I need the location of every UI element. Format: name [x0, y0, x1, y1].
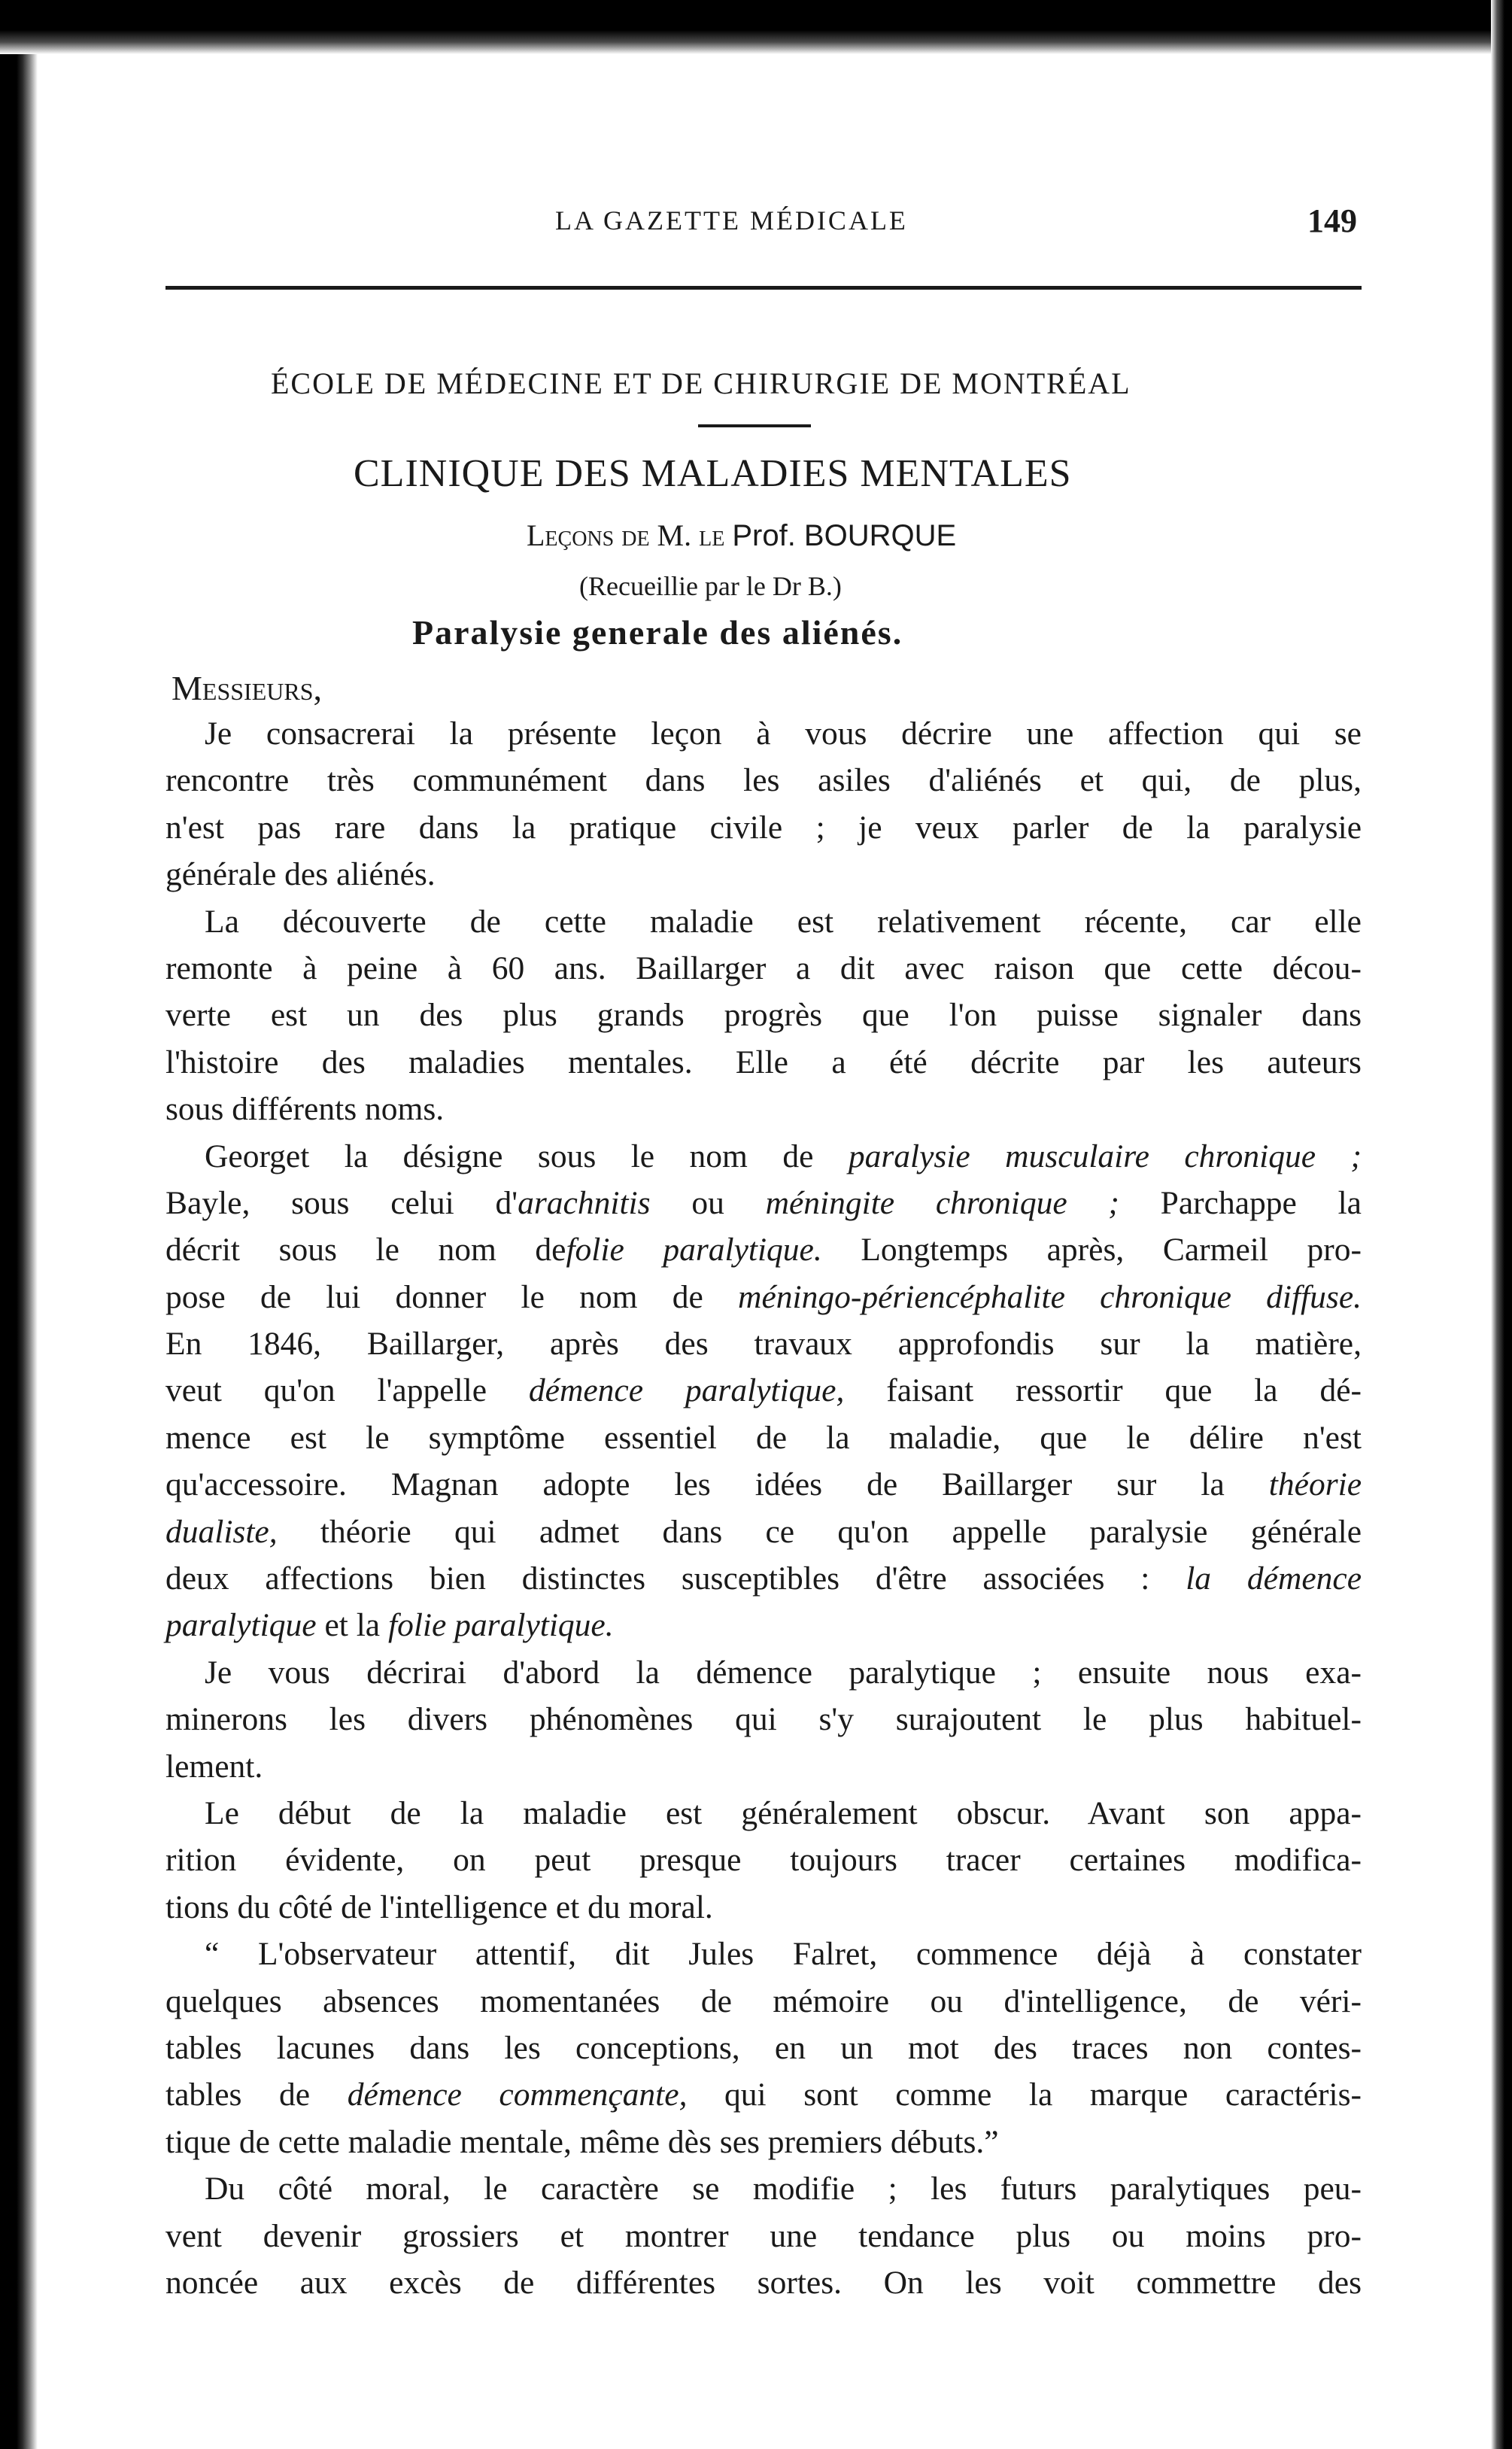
italic-run: paralysie musculaire chronique ; — [848, 1138, 1362, 1174]
text-line — [165, 1226, 1362, 1273]
text-line: mence est le symptôme essentiel de la maladie, que le délire n'est — [165, 1419, 1362, 1456]
text-run: théorie qui admet dans ce qu'on appelle paralysie générale — [320, 1513, 1362, 1550]
text-run: faisant ressortir que la dé- — [886, 1372, 1362, 1409]
text-line: rition évidente, on peut presque toujours tracer certaines modifica- — [165, 1842, 1362, 1879]
text-line: Je consacrerai la présente leçon à vous décrire une affection qui se — [205, 716, 1362, 752]
text-run: Parchappe la — [1160, 1184, 1362, 1221]
italic-run: folie paralytique. — [387, 1607, 614, 1644]
clinic-title: CLINIQUE DES MALADIES MENTALES — [354, 452, 1072, 495]
text-run: ou — [691, 1184, 724, 1221]
professor-name: Prof. BOURQUE — [732, 519, 957, 552]
italic-run: démence paralytique, — [528, 1372, 845, 1409]
text-line: générale des aliénés. — [165, 856, 436, 893]
italic-run: la démence — [1186, 1560, 1362, 1597]
text-line — [165, 1555, 1362, 1602]
text-line: La découverte de cette maladie est relativement récente, car elle — [205, 903, 1362, 940]
lecture-byline — [527, 518, 956, 553]
text-run: tables de — [165, 2077, 311, 2113]
text-line — [165, 1461, 1362, 1508]
italic-run: paralytique — [165, 1607, 317, 1644]
paragraph — [165, 1649, 1362, 1790]
paragraph — [165, 1790, 1362, 1931]
text-line — [165, 1602, 1362, 1648]
text-line — [165, 1274, 1362, 1320]
italic-run: théorie — [1268, 1466, 1362, 1503]
scan-edge-left — [0, 0, 38, 2449]
text-line: lement. — [165, 1748, 263, 1785]
running-head: LA GAZETTE MÉDICALE — [555, 205, 908, 235]
text-run: pose de lui donner le nom de — [165, 1278, 703, 1315]
lecture-subject: Paralysie generale des aliénés. — [412, 613, 903, 652]
compiled-by: (Recueillie par le Dr B.) — [579, 571, 842, 601]
text-line: Du côté moral, le caractère se modifie ; les futurs paralytiques peu- — [205, 2171, 1362, 2207]
text-run: décrit sous le nom de — [165, 1232, 566, 1269]
header-rule — [165, 286, 1362, 290]
paragraph — [165, 1931, 1362, 2165]
text-line: “ L'observateur attentif, dit Jules Falret, commence déjà à constater — [205, 1936, 1362, 1973]
text-line: minerons les divers phénomènes qui s'y surajoutent le plus habituel- — [165, 1701, 1362, 1738]
scan-edge-right — [1491, 0, 1512, 2449]
text-run: Longtemps après, Carmeil pro- — [861, 1232, 1362, 1269]
text-line: l'histoire des maladies mentales. Elle a été décrite par les auteurs — [165, 1044, 1362, 1080]
salutation: Messieurs, — [172, 669, 322, 707]
text-line: n'est pas rare dans la pratique civile ; je veux parler de la paralysie — [165, 809, 1362, 846]
text-line: Le début de la maladie est généralement obscur. Avant son appa- — [205, 1794, 1362, 1831]
italic-run: méningo-périencéphalite chronique diffuse. — [738, 1278, 1362, 1315]
lecons-prefix: Leçons de M. le — [527, 518, 725, 552]
text-line — [165, 1509, 1362, 1555]
section-rule — [698, 424, 811, 427]
text-line: noncée aux excès de différentes sortes. On les voit commettre des — [165, 2264, 1362, 2301]
text-line: rencontre très communément dans les asiles d'aliénés et qui, de plus, — [165, 762, 1362, 799]
text-line — [165, 2071, 1362, 2118]
text-line: vent devenir grossiers et montrer une tendance plus ou moins pro- — [165, 2217, 1362, 2254]
text-line: verte est un des plus grands progrès que l'on puisse signaler dans — [165, 997, 1362, 1034]
page-number: 149 — [1307, 202, 1357, 239]
text-line: tables lacunes dans les conceptions, en un mot des traces non contes- — [165, 2029, 1362, 2066]
text-line: tique de cette maladie mentale, même dès ses premiers débuts.” — [165, 2123, 999, 2160]
italic-run: méningite chronique ; — [765, 1184, 1119, 1221]
text-run: Georget la désigne sous le nom de — [205, 1138, 814, 1174]
italic-run: folie paralytique. — [566, 1232, 822, 1269]
body-text — [165, 710, 1362, 2306]
text-run: qui sont comme la marque caractéris- — [724, 2077, 1362, 2113]
text-run: deux affections bien distinctes susceptibles d'être associées : — [165, 1560, 1150, 1597]
paragraph — [165, 1133, 1362, 1649]
italic-run: démence commençante, — [347, 2077, 688, 2113]
italic-run: arachnitis — [518, 1184, 651, 1221]
text-run: et la — [324, 1607, 381, 1644]
text-run: Bayle, sous celui d' — [165, 1184, 518, 1221]
text-line: En 1846, Baillarger, après des travaux approfondis sur la matière, — [165, 1326, 1362, 1363]
school-heading: ÉCOLE DE MÉDECINE ET DE CHIRURGIE DE MONTRÉAL — [271, 366, 1131, 400]
text-line: quelques absences momentanées de mémoire ou d'intelligence, de véri- — [165, 1983, 1362, 2019]
text-line — [165, 1367, 1362, 1414]
scan-edge-top — [0, 0, 1512, 54]
text-run: qu'accessoire. Magnan adopte les idées de Baillarger sur la — [165, 1466, 1225, 1503]
text-run: veut qu'on l'appelle — [165, 1372, 487, 1409]
paragraph — [165, 2165, 1362, 2306]
paragraph — [165, 710, 1362, 898]
text-line: Je vous décrirai d'abord la démence paralytique ; ensuite nous exa- — [205, 1654, 1362, 1691]
paragraph — [165, 898, 1362, 1133]
text-line: tions du côté de l'intelligence et du moral. — [165, 1888, 713, 1925]
text-line: sous différents noms. — [165, 1091, 445, 1128]
italic-run: dualiste, — [165, 1513, 278, 1550]
text-line — [165, 1133, 1362, 1180]
text-line: remonte à peine à 60 ans. Baillarger a dit avec raison que cette décou- — [165, 950, 1362, 986]
text-line — [165, 1180, 1362, 1226]
